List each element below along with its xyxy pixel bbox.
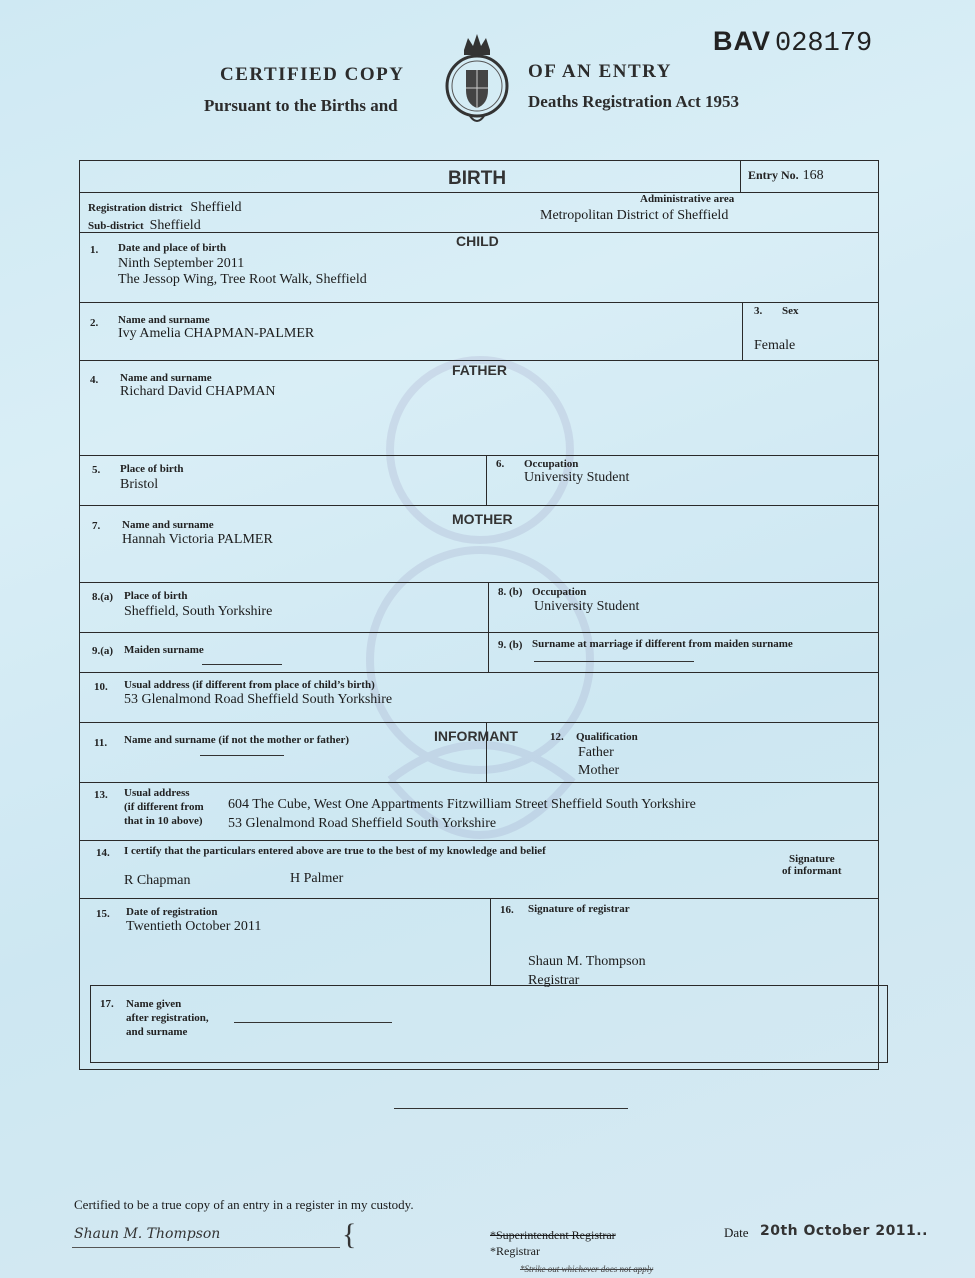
registration-district: Registration district Sheffield bbox=[88, 200, 242, 215]
registrar-title: Registrar bbox=[528, 973, 580, 988]
divider-vertical bbox=[486, 455, 487, 505]
field-label: Signature of registrar bbox=[528, 903, 630, 915]
divider bbox=[79, 722, 878, 723]
child-name: Ivy Amelia CHAPMAN-PALMER bbox=[118, 326, 315, 341]
field-label: after registration, bbox=[126, 1012, 209, 1024]
field-label: and surname bbox=[126, 1026, 188, 1038]
field-label: Name and surname bbox=[120, 372, 212, 384]
divider-vertical bbox=[742, 302, 743, 360]
field-label: Date of registration bbox=[126, 906, 218, 918]
field-number: 1. bbox=[90, 244, 99, 256]
divider bbox=[79, 782, 878, 783]
child-sex: Female bbox=[754, 338, 796, 353]
field-number: 12. bbox=[550, 731, 564, 743]
divider-vertical bbox=[740, 160, 741, 192]
divider bbox=[79, 302, 878, 303]
certification-statement: I certify that the particulars entered above are true to the best of my knowledge and belief bbox=[124, 845, 546, 857]
superintendent-registrar-option: *Superintendent Registrar bbox=[490, 1228, 616, 1242]
signature-line bbox=[72, 1247, 340, 1248]
father-occupation: University Student bbox=[524, 470, 630, 485]
field-label: Usual address (if different from place of child’s birth) bbox=[124, 679, 375, 691]
divider bbox=[79, 455, 878, 456]
field-label: Maiden surname bbox=[124, 644, 204, 656]
divider-vertical bbox=[490, 898, 491, 985]
field-17-box bbox=[90, 985, 888, 1063]
informant-address-2: 53 Glenalmond Road Sheffield South Yorkshire bbox=[228, 816, 497, 831]
father-name: Richard David CHAPMAN bbox=[120, 384, 276, 399]
serial-number: BAV 028179 bbox=[713, 26, 873, 59]
entry-number: Entry No. 168 bbox=[748, 168, 824, 183]
field-label: Occupation bbox=[532, 586, 587, 598]
section-mother: MOTHER bbox=[452, 511, 513, 527]
header-subtitle-left: Pursuant to the Births and bbox=[204, 96, 398, 115]
field-label: Name and surname bbox=[118, 314, 210, 326]
registrar-option: *Registrar bbox=[490, 1244, 540, 1258]
divider bbox=[79, 672, 878, 673]
divider bbox=[79, 898, 878, 899]
sub-district: Sub-district Sheffield bbox=[88, 218, 201, 233]
section-informant: INFORMANT bbox=[434, 728, 518, 744]
divider bbox=[79, 632, 878, 633]
signature-of-informant-label: Signature of informant bbox=[782, 853, 842, 877]
registrar-name: Shaun M. Thompson bbox=[528, 954, 646, 969]
field-label: Sex bbox=[782, 305, 799, 317]
date-label: Date bbox=[724, 1225, 749, 1240]
usual-address: 53 Glenalmond Road Sheffield South Yorkshire bbox=[124, 692, 393, 707]
field-number: 2. bbox=[90, 317, 99, 329]
field-number: 17. bbox=[100, 998, 114, 1010]
field-number: 5. bbox=[92, 464, 101, 476]
divider bbox=[79, 505, 878, 506]
blank-line bbox=[234, 1022, 392, 1023]
field-number: 9. (b) bbox=[498, 639, 523, 651]
header-title-left: CERTIFIED COPY bbox=[220, 64, 405, 85]
father-place-of-birth: Bristol bbox=[120, 477, 159, 492]
field-label: Place of birth bbox=[120, 463, 184, 475]
field-label: that in 10 above) bbox=[124, 815, 203, 827]
certification-date: 20th October 2011.. bbox=[760, 1223, 928, 1239]
registration-date: Twentieth October 2011 bbox=[126, 919, 262, 934]
field-label: Place of birth bbox=[124, 590, 188, 602]
field-number: 4. bbox=[90, 374, 99, 386]
field-number: 9.(a) bbox=[92, 645, 114, 657]
admin-area-value: Metropolitan District of Sheffield bbox=[540, 208, 729, 223]
field-number: 16. bbox=[500, 904, 514, 916]
field-label: Name given bbox=[126, 998, 182, 1010]
divider-vertical bbox=[488, 582, 489, 672]
strike-out-note: *Strike out whichever does not apply bbox=[520, 1264, 654, 1274]
certified-true-copy-text: Certified to be a true copy of an entry in a register in my custody. bbox=[74, 1197, 414, 1212]
divider bbox=[79, 360, 878, 361]
informant-signature-1: R Chapman bbox=[124, 873, 191, 888]
divider bbox=[79, 192, 878, 193]
field-number: 7. bbox=[92, 520, 101, 532]
qualification-mother: Mother bbox=[578, 763, 620, 778]
field-number: 15. bbox=[96, 908, 110, 920]
field-label: (if different from bbox=[124, 801, 204, 813]
mother-name: Hannah Victoria PALMER bbox=[122, 532, 273, 547]
admin-area-label: Administrative area bbox=[640, 193, 735, 205]
field-label: Name and surname bbox=[122, 519, 214, 531]
field-number: 6. bbox=[496, 458, 505, 470]
blank-line bbox=[200, 755, 284, 756]
divider bbox=[79, 582, 878, 583]
blank-line bbox=[534, 661, 694, 662]
field-label: Date and place of birth bbox=[118, 242, 227, 254]
field-number: 11. bbox=[94, 737, 108, 749]
field-number: 8. (b) bbox=[498, 586, 523, 598]
place-of-birth: The Jessop Wing, Tree Root Walk, Sheffield bbox=[118, 272, 367, 287]
certifier-signature: Shaun M. Thompson bbox=[74, 1226, 221, 1242]
divider bbox=[79, 840, 878, 841]
header-title-right: OF AN ENTRY bbox=[528, 61, 672, 82]
informant-signature-2: H Palmer bbox=[290, 871, 344, 886]
section-child: CHILD bbox=[456, 233, 499, 249]
field-number: 3. bbox=[754, 305, 763, 317]
form-type-title: BIRTH bbox=[448, 168, 507, 189]
brace-symbol: { bbox=[342, 1218, 357, 1251]
section-father: FATHER bbox=[452, 362, 507, 378]
qualification-father: Father bbox=[578, 745, 614, 760]
field-label: Usual address bbox=[124, 787, 190, 799]
field-number: 13. bbox=[94, 789, 108, 801]
header-subtitle-right: Deaths Registration Act 1953 bbox=[528, 92, 740, 111]
informant-address-1: 604 The Cube, West One Appartments Fitzwilliam Street Sheffield South Yorkshire bbox=[228, 797, 696, 812]
field-label: Occupation bbox=[524, 458, 579, 470]
blank-line bbox=[202, 664, 282, 665]
field-number: 8.(a) bbox=[92, 591, 114, 603]
mother-place-of-birth: Sheffield, South Yorkshire bbox=[124, 604, 273, 619]
date-of-birth: Ninth September 2011 bbox=[118, 256, 245, 271]
mother-occupation: University Student bbox=[534, 599, 640, 614]
field-label: Name and surname (if not the mother or father) bbox=[124, 734, 350, 746]
field-number: 14. bbox=[96, 847, 110, 859]
field-number: 10. bbox=[94, 681, 108, 693]
field-label: Qualification bbox=[576, 731, 638, 743]
royal-crest-icon bbox=[442, 28, 512, 128]
field-label: Surname at marriage if different from maiden surname bbox=[532, 638, 793, 650]
footer-rule bbox=[394, 1108, 628, 1109]
